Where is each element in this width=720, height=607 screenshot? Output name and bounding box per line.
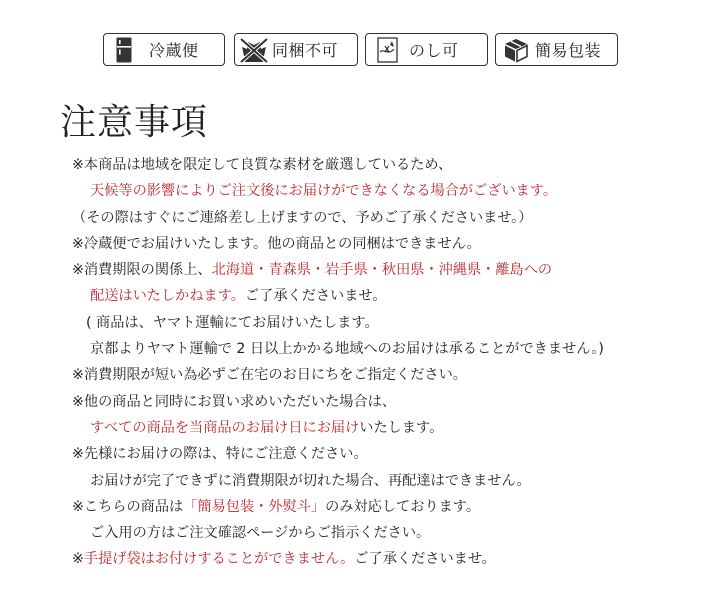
- badge-simple-wrapping: [495, 33, 618, 66]
- note-text: ※こちらの商品は: [72, 498, 184, 515]
- note-line: [72, 546, 712, 572]
- note-line-warning: 天候等の影響によりご注文後にお届けができなくなる場合がございます。: [90, 183, 558, 200]
- no-bundle-icon: [239, 36, 269, 64]
- note-line: （その際はすぐにご連絡差し上げますので、予めご了承くださいませ。）: [72, 209, 533, 226]
- note-line: [72, 494, 712, 520]
- note-line: ※本商品は地域を限定して良質な素材を厳選しているため、: [72, 157, 453, 173]
- note-text-warning: 「簡易包装・外熨斗」: [183, 498, 326, 515]
- note-line: ( 商品は、ヤマト運輸にてお届けいたします。: [86, 314, 379, 331]
- note-line: ご入用の方はご注文確認ページからご指示ください。: [90, 525, 431, 542]
- fridge-icon: [116, 37, 132, 63]
- note-text: ※: [72, 551, 84, 568]
- package-icon: [503, 37, 529, 63]
- note-text: いたします。: [359, 419, 444, 436]
- badge-label: のし可: [409, 41, 459, 60]
- note-text: ※消費期限の関係上、: [72, 262, 212, 279]
- badge-noshi: [365, 33, 488, 66]
- note-line: ※先様にお届けの際は、特にご注意ください。: [72, 446, 368, 463]
- note-text: ご了承くださいませ。: [354, 551, 496, 568]
- note-line: ※冷蔵便でお届けいたします。他の商品との同梱はできません。: [72, 235, 481, 252]
- badge-no-same-package: [234, 33, 358, 66]
- note-text-warning: 手提げ袋はお付けすることができません。: [83, 551, 355, 568]
- notes-list: [72, 152, 712, 573]
- note-line: [72, 257, 712, 283]
- note-line: ※消費期限が短い為必ずご在宅のお日にちをご指定ください。: [72, 367, 467, 384]
- badge-label: 冷蔵便: [149, 41, 199, 60]
- badge-label: 簡易包装: [535, 41, 602, 60]
- page-title: 注意事項: [60, 102, 209, 143]
- note-line: ※他の商品と同時にお買い求めいただいた場合は、: [72, 393, 397, 410]
- note-text: のみ対応しております。: [325, 498, 481, 515]
- note-line: [72, 283, 712, 309]
- note-line: 京都よりヤマト運輸で 2 日以上かかる地域へのお届けは承ることができません。): [90, 341, 604, 358]
- note-line: お届けが完了できずに消費期限が切れた場合、再配達はできません。: [90, 472, 531, 489]
- note-text-warning: 配送はいたしかねます。: [90, 288, 245, 305]
- noshi-icon: [377, 37, 398, 63]
- badge-refrigerated: [103, 33, 225, 66]
- note-text-warning: すべての商品を当商品のお届け日にお届け: [90, 419, 360, 436]
- note-line: [72, 415, 712, 441]
- badge-label: 同梱不可: [272, 41, 339, 60]
- note-text: ご了承くださいませ。: [244, 288, 387, 305]
- note-text-warning: 北海道・青森県・岩手県・秋田県・沖縄県・離島への: [211, 262, 553, 279]
